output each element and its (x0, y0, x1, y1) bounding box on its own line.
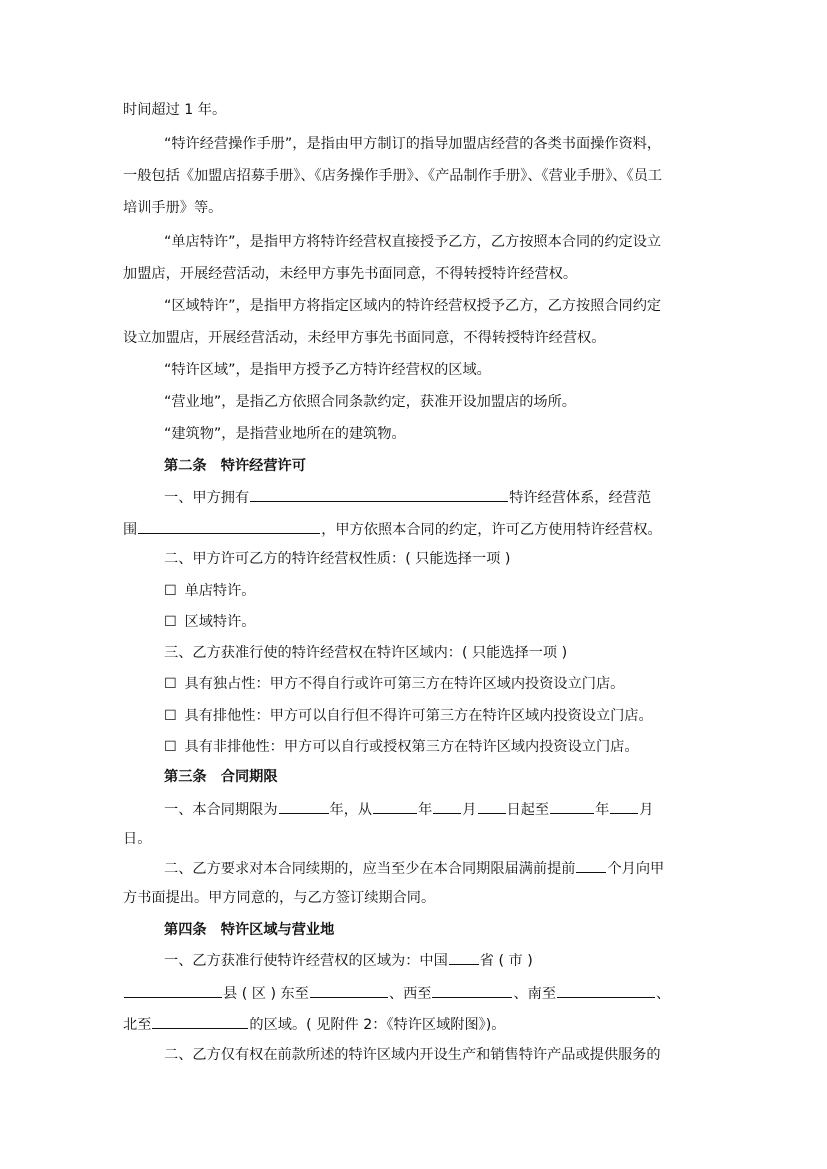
option-label: 区域特许。 (184, 614, 256, 630)
area-line-2 (123, 983, 708, 1004)
text-span: 个月向甲 (607, 861, 665, 877)
grant-line-2 (123, 519, 708, 540)
start-year-blank[interactable] (373, 799, 417, 814)
paragraph-line: 设立加盟店，开展经营活动，未经甲方事先书面同意，不得转授特许经营权。 (123, 330, 606, 346)
north-boundary-blank[interactable] (152, 1014, 248, 1029)
paragraph-line: 时间超过 1 年。 (123, 102, 227, 118)
text-span: 日起至 (506, 802, 550, 818)
paragraph-line: 日。 (123, 831, 152, 847)
paragraph-line: 一般包括《加盟店招募手册》、《店务操作手册》、《产品制作手册》、《营业手册》、《员工 (123, 168, 663, 184)
text-span: 二、乙方要求对本合同续期的，应当至少在本合同期限届满前提前 (164, 861, 576, 877)
checkbox-sole[interactable]: ☐ (164, 708, 177, 724)
text-span: 月 (639, 802, 654, 818)
text-span: 年 (595, 802, 610, 818)
grant-line-1 (164, 487, 708, 508)
text-span: 省 ( 市 ) (479, 953, 533, 969)
business-scope-blank[interactable] (138, 519, 320, 534)
start-month-blank[interactable] (433, 799, 461, 814)
term-line (164, 799, 708, 820)
text-span: 县 ( 区 ) 东至 (223, 986, 309, 1002)
option-label: 具有非排他性：甲方可以自行或授权第三方在特许区域内投资设立门店。 (184, 739, 639, 755)
text-span: 、西至 (388, 986, 432, 1002)
paragraph-line: “特许经营操作手册”，是指由甲方制订的指导加盟店经营的各类书面操作资料， (164, 136, 662, 152)
county-blank[interactable] (124, 983, 222, 998)
checkbox-single[interactable]: ☐ (164, 583, 177, 599)
area-line-1 (164, 950, 708, 971)
article-heading: 第二条 特许经营许可 (164, 458, 306, 474)
text-span: 特许经营体系，经营范 (509, 490, 652, 506)
checkbox-region[interactable]: ☐ (164, 614, 177, 630)
option-label: 具有独占性：甲方不得自行或许可第三方在特许区域内投资设立门店。 (184, 676, 625, 692)
paragraph-line: 方书面提出。甲方同意的，与乙方签订续期合同。 (123, 890, 436, 906)
text-span: 一、乙方获准行使特许经营权的区域为：中国 (164, 953, 448, 969)
article-heading: 第三条 合同期限 (164, 769, 278, 785)
start-day-blank[interactable] (478, 799, 506, 814)
paragraph-line: 二、乙方仅有权在前款所述的特许区域内开设生产和销售特许产品或提供服务的 (164, 1047, 661, 1063)
paragraph-line: “区域特许”，是指甲方将指定区域内的特许经营权授予乙方，乙方按照合同约定 (164, 298, 662, 314)
paragraph-line: 三、乙方获准行使的特许经营权在特许区域内：( 只能选择一项 ) (164, 645, 568, 661)
option-region (164, 612, 708, 632)
east-boundary-blank[interactable] (310, 983, 388, 998)
text-span: 一、本合同期限为 (164, 802, 278, 818)
text-span: 年，从 (329, 802, 373, 818)
checkbox-nonexclusive[interactable]: ☐ (164, 739, 177, 755)
option-single (164, 581, 708, 601)
end-year-blank[interactable] (550, 799, 594, 814)
text-span: 一、甲方拥有 (164, 490, 250, 506)
option-nonexclusive (164, 737, 708, 757)
text-span: 月 (462, 802, 477, 818)
text-span: 、南至 (513, 986, 557, 1002)
option-sole (164, 706, 708, 726)
text-span: 、 (656, 986, 671, 1002)
end-month-blank[interactable] (610, 799, 638, 814)
text-span: ，甲方依照本合同的约定，许可乙方使用特许经营权。 (321, 522, 662, 538)
term-years-blank[interactable] (279, 799, 329, 814)
paragraph-line: “营业地”，是指乙方依照合同条款约定，获准开设加盟店的场所。 (164, 394, 576, 410)
renewal-line (164, 858, 708, 879)
area-line-3 (123, 1014, 708, 1035)
system-name-blank[interactable] (250, 487, 508, 502)
article-heading: 第四条 特许区域与营业地 (164, 922, 335, 938)
option-label: 单店特许。 (184, 583, 256, 599)
option-exclusive (164, 674, 708, 694)
text-span: 的区域。( 见附件 2：《特许区域附图》)。 (249, 1017, 506, 1033)
west-boundary-blank[interactable] (432, 983, 512, 998)
text-span: 北至 (123, 1017, 152, 1033)
paragraph-line: 二、甲方许可乙方的特许经营权性质：( 只能选择一项 ) (164, 551, 511, 567)
paragraph-line: “单店特许”，是指甲方将特许经营权直接授予乙方，乙方按照本合同的约定设立 (164, 234, 662, 250)
text-span: 围 (123, 522, 138, 538)
paragraph-line: “特许区域”，是指甲方授予乙方特许经营权的区域。 (164, 362, 491, 378)
paragraph-line: 培训手册》等。 (123, 200, 223, 216)
paragraph-line: “建筑物”，是指营业地所在的建筑物。 (164, 426, 406, 442)
text-span: 年 (418, 802, 433, 818)
option-label: 具有排他性：甲方可以自行但不得许可第三方在特许区域内投资设立门店。 (184, 708, 653, 724)
province-blank[interactable] (449, 950, 479, 965)
renewal-months-blank[interactable] (576, 858, 606, 873)
checkbox-exclusive[interactable]: ☐ (164, 676, 177, 692)
paragraph-line: 加盟店，开展经营活动，未经甲方事先书面同意，不得转授特许经营权。 (123, 266, 578, 282)
south-boundary-blank[interactable] (557, 983, 655, 998)
